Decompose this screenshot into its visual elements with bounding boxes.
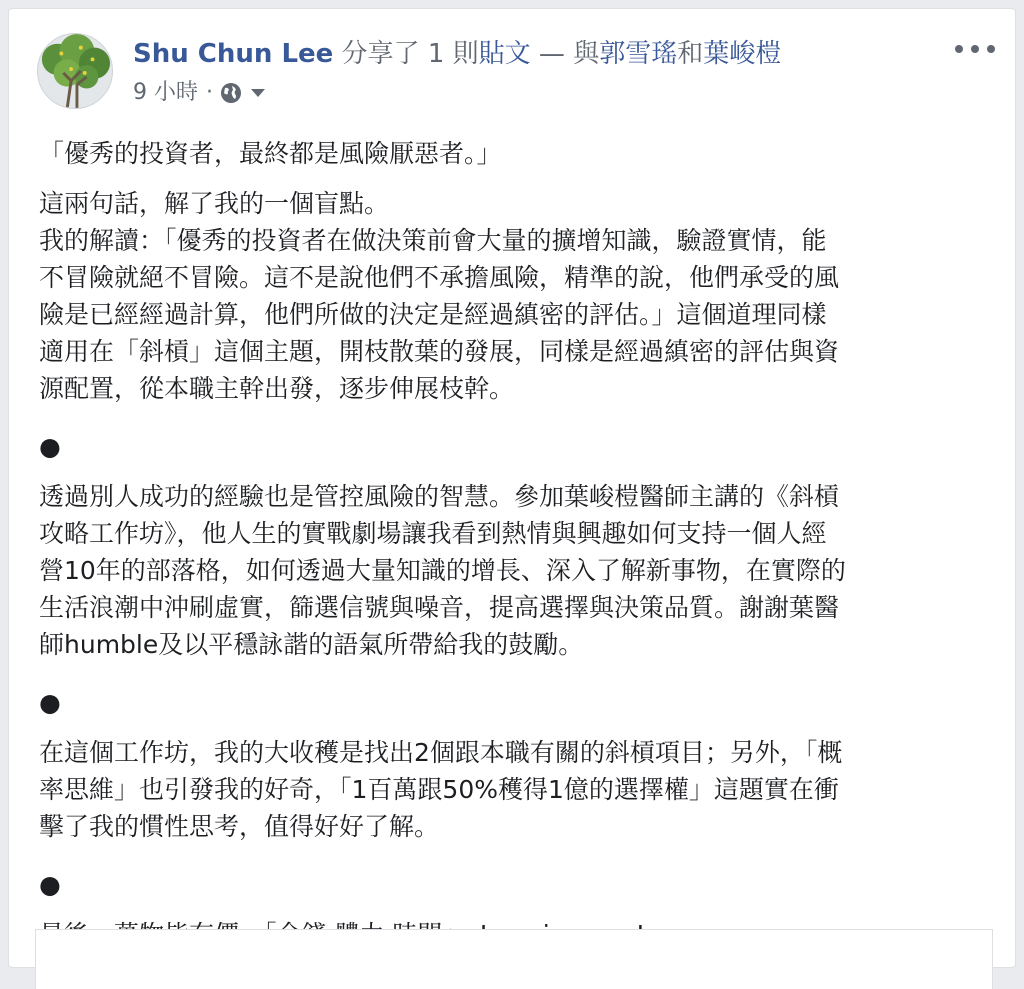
text-line: 生活浪潮中沖刷虛實，篩選信號與噪音，提高選擇與決策品質。謝謝葉醫 <box>39 593 840 622</box>
shared-text: 分享了 1 則 <box>333 39 479 69</box>
more-dot <box>971 45 979 53</box>
quote-paragraph <box>39 135 989 172</box>
post-title-line <box>133 37 781 71</box>
meta-separator: · <box>206 80 213 105</box>
text-line: 源配置，從本職主幹出發，逐步伸展枝幹。 <box>39 374 515 403</box>
post-content <box>39 135 989 974</box>
text-line: 師humble及以平穩詠諧的語氣所帶給我的鼓勵。 <box>39 630 584 659</box>
text-line: 透過別人成功的經驗也是管控風險的智慧。參加葉峻榿醫師主講的《斜槓 <box>39 482 840 511</box>
author-name-link[interactable]: Shu Chun Lee <box>133 39 334 69</box>
text-line: 不冒險就絕不冒險。這不是說他們不承擔風險，精準的說，他們承受的風 <box>39 263 840 292</box>
quote-line: 「優秀的投資者，最終都是風險厭惡者。」 <box>39 139 502 168</box>
avatar[interactable] <box>37 33 113 109</box>
text-line: 這兩句話，解了我的一個盲點。 <box>39 189 390 218</box>
text-line: 擊了我的慣性思考，值得好好了解。 <box>39 812 440 841</box>
post-card <box>8 8 1016 968</box>
paragraph-3 <box>39 734 989 845</box>
more-dot <box>987 45 995 53</box>
paragraph-1 <box>39 185 989 407</box>
tagged-user-link-2[interactable]: 葉峻榿 <box>703 39 782 69</box>
privacy-dropdown-chevron-icon[interactable] <box>251 89 265 97</box>
text-line: 營10年的部落格，如何透過大量知識的增長、深入了解新事物，在實際的 <box>39 556 846 585</box>
text-line: 在這個工作坊，我的大收穫是找出2個跟本職有關的斜槓項目；另外，「概 <box>39 738 843 767</box>
paragraph-2 <box>39 478 989 663</box>
bullet-marker: ● <box>39 688 61 717</box>
post-header <box>9 9 1015 129</box>
and-text: 和 <box>677 39 704 69</box>
bullet-marker: ● <box>39 870 61 899</box>
text-line: 險是已經經過計算，他們所做的決定是經過縝密的評估。」這個道理同樣 <box>39 300 827 329</box>
text-line: 適用在「斜槓」這個主題，開枝散葉的發展，同樣是經過縝密的評估與資 <box>39 337 840 366</box>
timestamp-link[interactable]: 9 小時 <box>133 80 198 105</box>
shared-post-preview[interactable] <box>35 929 993 989</box>
more-options-icon[interactable] <box>955 39 995 59</box>
bullet-marker: ● <box>39 432 61 461</box>
globe-icon[interactable] <box>219 81 243 105</box>
tagged-user-link-1[interactable]: 郭雪瑤 <box>599 39 678 69</box>
avatar-tree-image <box>38 34 112 108</box>
with-text: — 與 <box>530 39 600 69</box>
post-link[interactable]: 貼文 <box>478 39 531 69</box>
more-dot <box>955 45 963 53</box>
text-line: 攻略工作坊》，他人生的實戰劇場讓我看到熱情與興趣如何支持一個人經 <box>39 519 827 548</box>
text-line: 率思維」也引發我的好奇，「1百萬跟50%穫得1億的選擇權」這題實在衝 <box>39 775 839 804</box>
text-line: 我的解讀：「優秀的投資者在做決策前會大量的擴增知識，驗證實情，能 <box>39 226 827 255</box>
post-meta <box>133 79 265 107</box>
